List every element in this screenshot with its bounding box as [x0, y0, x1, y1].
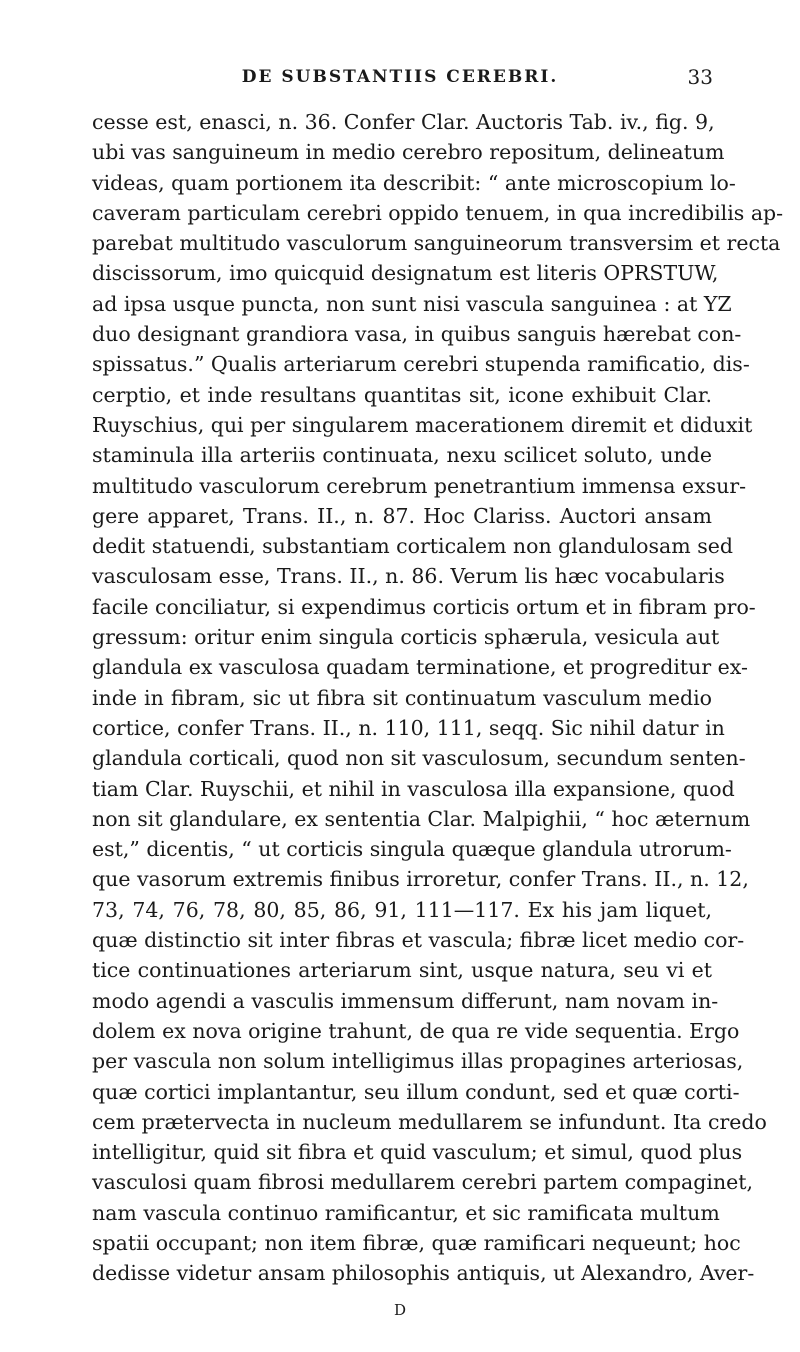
text-line: ad ipsa usque puncta, non sunt nisi vascula sanguinea : at YZ — [92, 291, 732, 316]
text-line: parebat multitudo vasculorum sanguineorum transversim et recta — [92, 231, 781, 256]
text-line: spatii occupant; non item fibræ, quæ ramificari nequeunt; hoc — [92, 1230, 741, 1255]
text-line: dedisse videtur ansam philosophis antiquis, ut Alexandro, Aver- — [92, 1261, 755, 1286]
text-line: gressum: oritur enim singula corticis sphærula, vesicula aut — [92, 625, 720, 650]
text-line: est,” dicentis, “ ut corticis singula quæque glandula utrorum- — [92, 837, 732, 862]
signature-mark: D — [393, 1301, 407, 1319]
running-title: DE SUBSTANTIIS CEREBRI. — [241, 67, 559, 87]
text-line: 73, 74, 76, 78, 80, 85, 86, 91, 111—117. Ex his jam liquet, — [92, 897, 712, 922]
text-line: quæ distinctio sit inter fibras et vascula; fibræ licet medio cor- — [92, 928, 745, 953]
text-line: per vascula non solum intelligimus illas propagines arteriosas, — [92, 1049, 744, 1074]
text-line: nam vascula continuo ramificantur, et sic ramificata multum — [92, 1200, 720, 1225]
text-line: ubi vas sanguineum in medio cerebro repositum, delineatum — [92, 140, 725, 165]
text-line: vasculosi quam fibrosi medullarem cerebri partem compaginet, — [92, 1170, 754, 1195]
text-line: facile conciliatur, si expendimus corticis ortum et in fibram pro- — [92, 594, 756, 619]
text-line: Ruyschius, qui per singularem macerationem diremit et diduxit — [92, 412, 753, 437]
text-line: multitudo vasculorum cerebrum penetrantium immensa exsur- — [92, 473, 747, 498]
text-line: cortice, confer Trans. II., n. 110, 111, seqq. Sic nihil datur in — [92, 715, 725, 740]
body-text — [92, 107, 784, 1289]
text-line: cem prætervecta in nucleum medullarem se infundunt. Ita credo — [92, 1109, 767, 1134]
text-line: que vasorum extremis finibus irroretur, confer Trans. II., n. 12, — [92, 867, 749, 892]
text-line: inde in fibram, sic ut fibra sit continuatum vasculum medio — [92, 685, 712, 710]
text-line: glandula ex vasculosa quadam terminatione, et progreditur ex- — [92, 655, 748, 680]
running-head — [0, 62, 800, 92]
text-line: staminula illa arteriis continuata, nexu scilicet soluto, unde — [92, 443, 712, 468]
text-line: caveram particulam cerebri oppido tenuem, in qua incredibilis ap- — [92, 200, 784, 225]
text-line: glandula corticali, quod non sit vasculosum, secundum senten- — [92, 746, 746, 771]
text-line: duo designant grandiora vasa, in quibus sanguis hærebat con- — [92, 322, 742, 347]
text-line: vasculosam esse, Trans. II., n. 86. Verum lis hæc vocabularis — [92, 564, 725, 589]
text-line: dolem ex nova origine trahunt, de qua re vide sequentia. Ergo — [92, 1018, 740, 1043]
text-line: dedit statuendi, substantiam corticalem non glandulosam sed — [92, 534, 733, 559]
text-line: gere apparet, Trans. II., n. 87. Hoc Clariss. Auctori ansam — [92, 503, 712, 528]
text-line: tice continuationes arteriarum sint, usque natura, seu vi et — [92, 958, 712, 983]
text-line: intelligitur, quid sit fibra et quid vasculum; et simul, quod plus — [92, 1140, 743, 1165]
page-number: 33 — [687, 65, 713, 89]
text-line: videas, quam portionem ita describit: “ ante microscopium lo- — [92, 170, 736, 195]
text-line: modo agendi a vasculis immensum differunt, nam novam in- — [92, 988, 719, 1013]
text-line: discissorum, imo quicquid designatum est literis OPRSTUW, — [92, 261, 719, 286]
text-line: quæ cortici implantantur, seu illum condunt, sed et quæ corti- — [92, 1079, 740, 1104]
text-line: cesse est, enasci, n. 36. Confer Clar. Auctoris Tab. iv., fig. 9, — [92, 110, 715, 134]
text-line: cerptio, et inde resultans quantitas sit, icone exhibuit Clar. — [92, 382, 712, 407]
text-line: spissatus.” Qualis arteriarum cerebri stupenda ramificatio, dis- — [92, 352, 750, 377]
text-line: non sit glandulare, ex sententia Clar. Malpighii, “ hoc æternum — [92, 806, 751, 831]
text-line: tiam Clar. Ruyschii, et nihil in vasculosa illa expansione, quod — [92, 776, 735, 801]
